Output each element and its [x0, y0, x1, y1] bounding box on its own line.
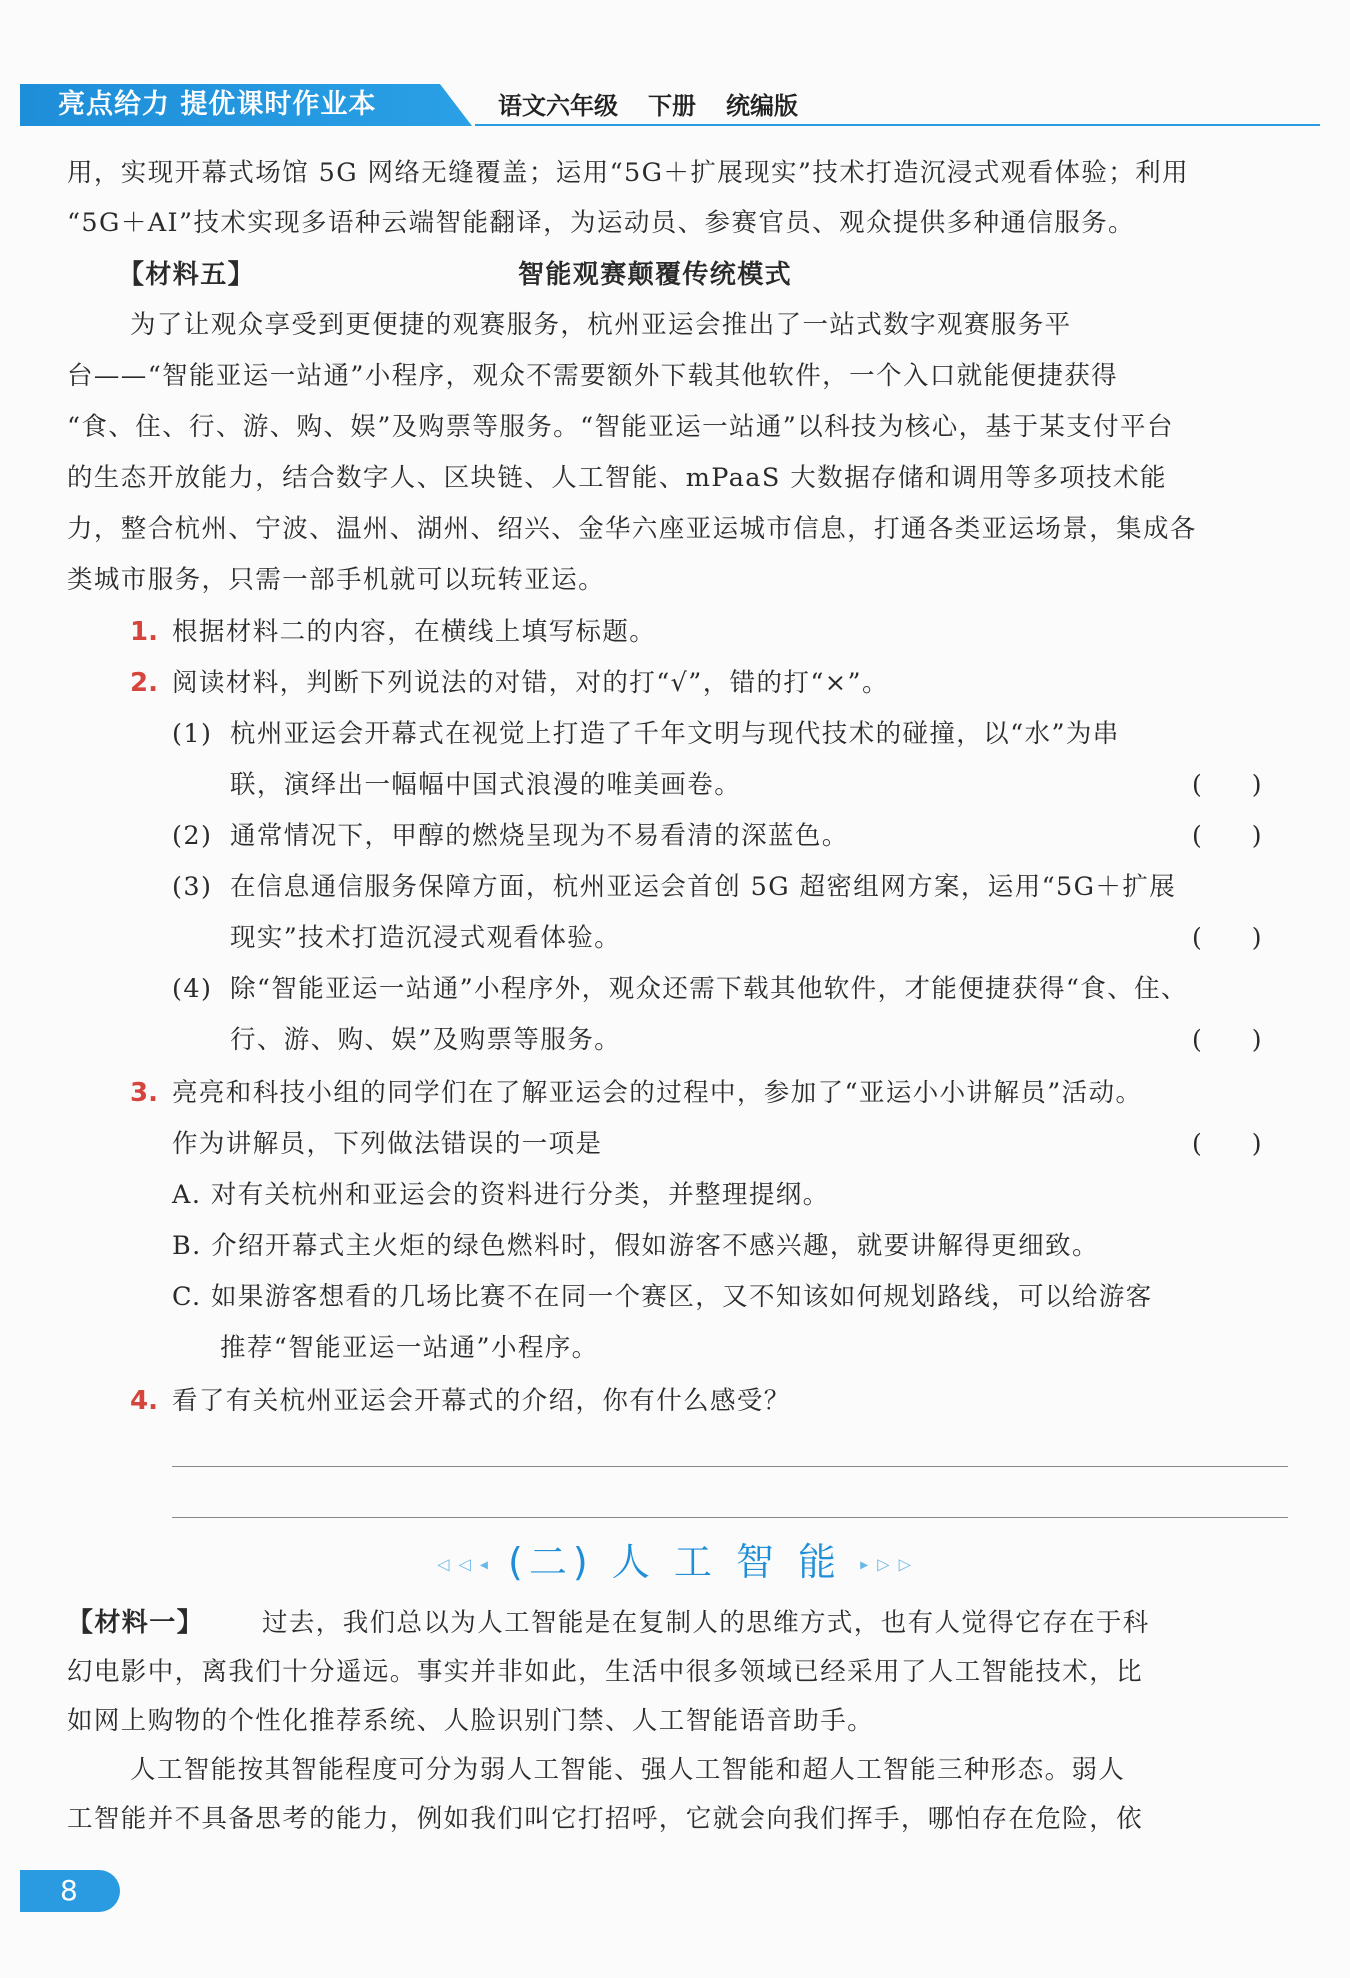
material-title: 智能观赛颠覆传统模式	[518, 260, 793, 290]
paragraph-line: “食、住、行、游、购、娱”及购票等服务。“智能亚运一站通”以科技为核心，基于某支付平台	[67, 412, 1174, 442]
paragraph-line: 力，整合杭州、宁波、温州、湖州、绍兴、金华六座亚运城市信息，打通各类亚运场景，集成各	[67, 514, 1197, 544]
book-info	[498, 89, 828, 123]
answer-line[interactable]	[172, 1466, 1288, 1467]
answer-parentheses[interactable]: ( )	[1192, 1129, 1262, 1158]
paragraph-line: 类城市服务，只需一部手机就可以玩转亚运。	[67, 565, 606, 595]
answer-parentheses[interactable]: ( )	[1192, 770, 1262, 799]
subquestion-text: 通常情况下，甲醇的燃烧呈现为不易看清的深蓝色。	[230, 821, 849, 851]
page-number: 8	[60, 1874, 78, 1907]
question-text: 阅读材料，判断下列说法的对错，对的打“√”，错的打“×”。	[172, 668, 889, 698]
paragraph-line: 的生态开放能力，结合数字人、区块链、人工智能、mPaaS 大数据存储和调用等多项技术能	[67, 463, 1167, 493]
volume-label: 下册	[648, 92, 696, 120]
material-label: 【材料五】	[118, 260, 256, 290]
subquestion-number: (4)	[172, 974, 213, 1004]
header-rule	[475, 124, 1320, 126]
question-number: 4.	[130, 1386, 158, 1416]
paragraph-line: 幻电影中，离我们十分遥远。事实并非如此，生活中很多领域已经采用了人工智能技术，比	[67, 1657, 1144, 1687]
subquestion-text: 杭州亚运会开幕式在视觉上打造了千年文明与现代技术的碰撞，以“水”为串	[230, 719, 1120, 749]
subquestion-text: 现实”技术打造沉浸式观看体验。	[230, 923, 622, 953]
subquestion-text: 在信息通信服务保障方面，杭州亚运会首创 5G 超密组网方案，运用“5G＋扩展	[230, 872, 1177, 902]
question-number: 2.	[130, 668, 158, 698]
page-header	[20, 84, 1320, 128]
paragraph-line: “5G＋AI”技术实现多语种云端智能翻译，为运动员、参赛官员、观众提供多种通信服务。	[67, 208, 1135, 238]
material-label: 【材料一】	[67, 1608, 205, 1638]
section-title: (二) 人 工 智 能	[508, 1540, 842, 1584]
edition-label: 统编版	[726, 92, 798, 120]
arrow-decoration-left-icon: ◁ ◁ ◂	[437, 1554, 490, 1574]
section-heading	[0, 1540, 1350, 1587]
paragraph-line: 人工智能按其智能程度可分为弱人工智能、强人工智能和超人工智能三种形态。弱人	[130, 1755, 1126, 1785]
arrow-decoration-right-icon: ▸ ▷ ▷	[860, 1554, 913, 1574]
option-c-continued: 推荐“智能亚运一站通”小程序。	[220, 1333, 599, 1363]
question-text: 亮亮和科技小组的同学们在了解亚运会的过程中，参加了“亚运小小讲解员”活动。	[172, 1078, 1143, 1108]
paragraph-line: 过去，我们总以为人工智能是在复制人的思维方式，也有人觉得它存在于科	[262, 1608, 1150, 1638]
subject-label: 语文六年级	[498, 92, 618, 120]
paragraph-line: 为了让观众享受到更便捷的观赛服务，杭州亚运会推出了一站式数字观赛服务平	[130, 310, 1072, 340]
paragraph-line: 用，实现开幕式场馆 5G 网络无缝覆盖；运用“5G＋扩展现实”技术打造沉浸式观看体验；利用	[67, 158, 1189, 188]
page-number-tab	[20, 1870, 120, 1912]
paragraph-line: 台——“智能亚运一站通”小程序，观众不需要额外下载其他软件，一个入口就能便捷获得	[67, 361, 1119, 391]
question-number: 1.	[130, 617, 158, 647]
answer-line[interactable]	[172, 1517, 1288, 1518]
subquestion-number: (1)	[172, 719, 213, 749]
subquestion-text: 联，演绎出一幅幅中国式浪漫的唯美画卷。	[230, 770, 742, 800]
option-b: B. 介绍开幕式主火炬的绿色燃料时，假如游客不感兴趣，就要讲解得更细致。	[172, 1231, 1099, 1261]
paragraph-line: 如网上购物的个性化推荐系统、人脸识别门禁、人工智能语音助手。	[67, 1706, 875, 1736]
question-number: 3.	[130, 1078, 158, 1108]
answer-parentheses[interactable]: ( )	[1192, 923, 1262, 952]
subquestion-text: 行、游、购、娱”及购票等服务。	[230, 1025, 622, 1055]
subquestion-number: (3)	[172, 872, 213, 902]
subquestion-number: (2)	[172, 821, 213, 851]
answer-parentheses[interactable]: ( )	[1192, 821, 1262, 850]
paragraph-line: 工智能并不具备思考的能力，例如我们叫它打招呼，它就会向我们挥手，哪怕存在危险，依	[67, 1804, 1144, 1834]
answer-parentheses[interactable]: ( )	[1192, 1025, 1262, 1054]
option-c: C. 如果游客想看的几场比赛不在同一个赛区，又不知该如何规划路线，可以给游客	[172, 1282, 1153, 1312]
question-text: 根据材料二的内容，在横线上填写标题。	[172, 617, 657, 647]
series-title: 亮点给力 提优课时作业本	[58, 89, 377, 120]
question-text: 看了有关杭州亚运会开幕式的介绍，你有什么感受？	[172, 1386, 791, 1416]
question-text: 作为讲解员，下列做法错误的一项是	[172, 1129, 603, 1159]
subquestion-text: 除“智能亚运一站通”小程序外，观众还需下载其他软件，才能便捷获得“食、住、	[230, 974, 1188, 1004]
option-a: A. 对有关杭州和亚运会的资料进行分类，并整理提纲。	[172, 1180, 830, 1210]
